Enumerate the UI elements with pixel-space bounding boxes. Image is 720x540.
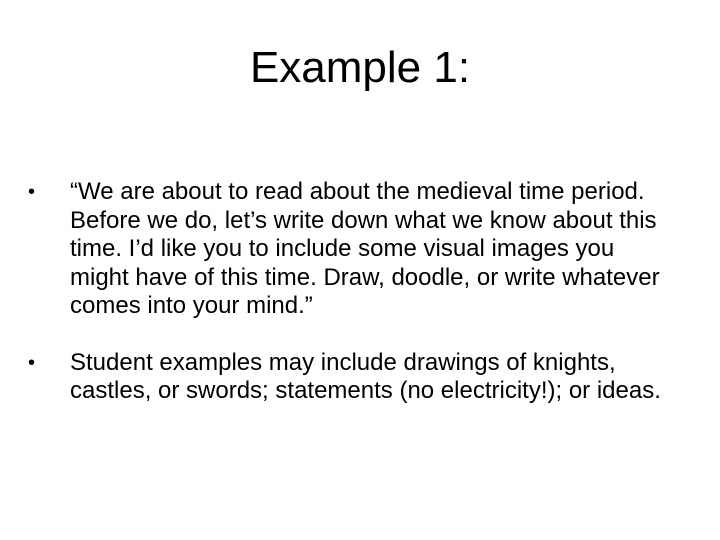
- bullet-text: Student examples may include drawings of knights, castles, or swords; statements (no electricity!); or ideas.: [70, 348, 661, 404]
- bullet-item-student-examples: [28, 349, 668, 406]
- bullet-list: [28, 178, 668, 406]
- bullet-marker: •: [28, 351, 36, 374]
- bullet-marker: •: [28, 181, 36, 203]
- bullet-item-instructions: [28, 178, 668, 321]
- slide-title: Example 1:: [249, 43, 471, 92]
- bullet-text: “We are about to read about the medieval time period. Before we do, let’s write down what we know about this time. I’d like you to include some visual images you might have of this time. Draw, doodle, or write whatever comes into your mind.”: [70, 178, 660, 319]
